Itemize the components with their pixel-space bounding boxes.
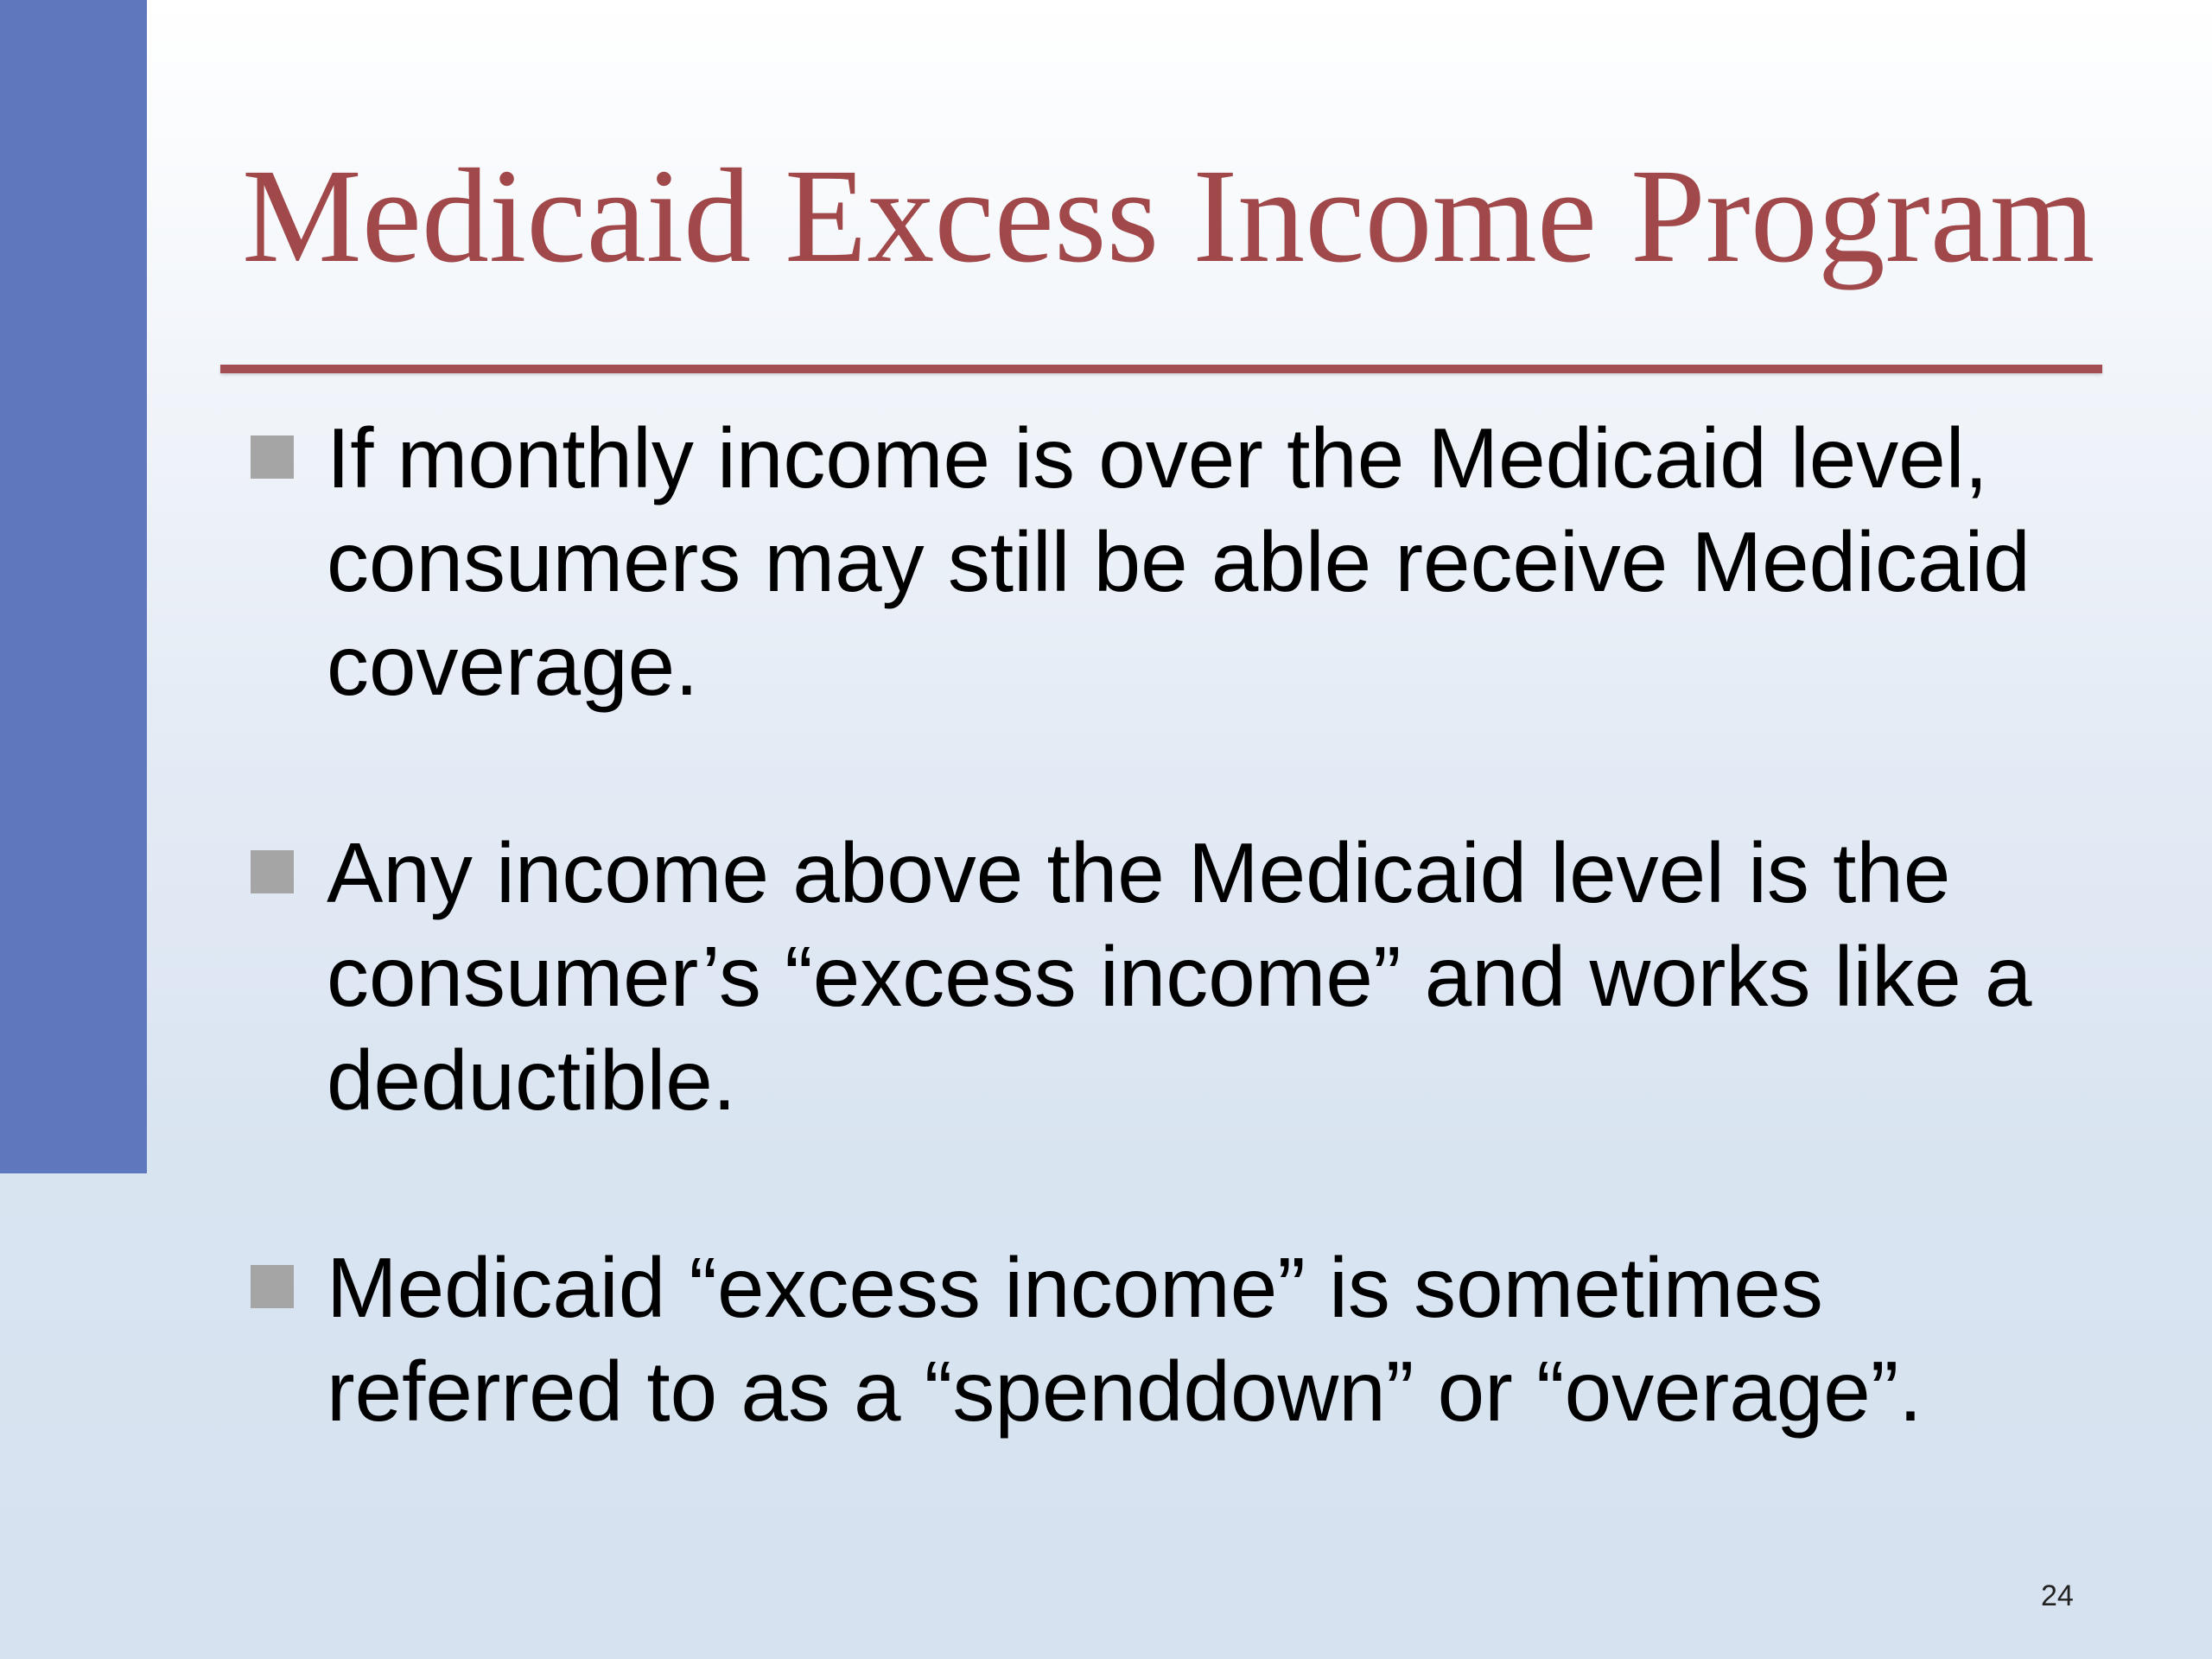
left-accent-bar	[0, 0, 147, 1173]
bullet-text-2: Any income above the Medicaid level is the consumer’s “excess income” and works like a deductible.	[327, 825, 2032, 1128]
bullet-list	[251, 406, 2100, 1547]
square-bullet-icon	[251, 435, 294, 479]
square-bullet-icon	[251, 1265, 294, 1308]
title-divider	[220, 365, 2102, 373]
bullet-item-2	[251, 821, 2100, 1132]
square-bullet-icon	[251, 850, 294, 893]
bullet-item-3	[251, 1236, 2100, 1443]
bullet-text-1: If monthly income is over the Medicaid level, consumers may still be able receive Medicaid coverage.	[327, 410, 2031, 713]
slide-title: Medicaid Excess Income Program	[242, 141, 2095, 290]
bullet-text-3: Medicaid “excess income” is sometimes referred to as a “spenddown” or “overage”.	[327, 1240, 1923, 1439]
page-number: 24	[2041, 1580, 2074, 1612]
bullet-item-1	[251, 406, 2100, 717]
